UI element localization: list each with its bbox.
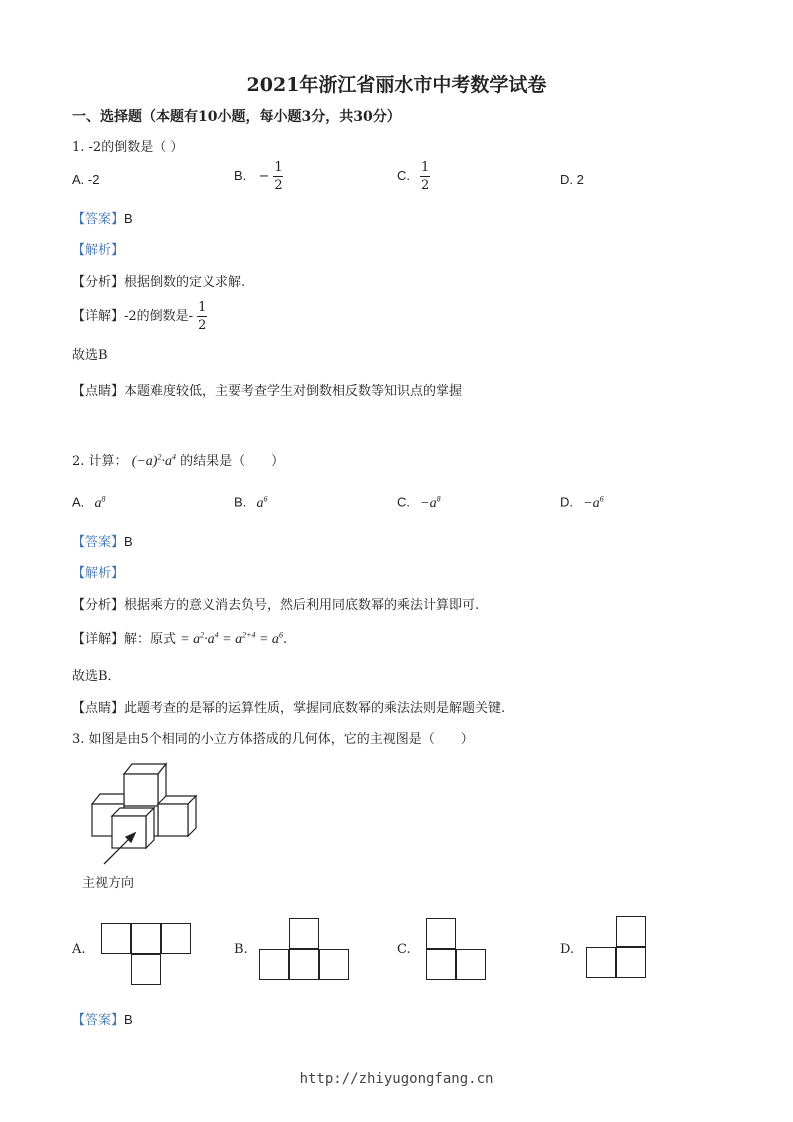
q2-option-a-value: $a^8$ [94, 494, 106, 511]
q1-fenxi-text: 根据倒数的定义求解. [124, 275, 246, 290]
comment-label: 【点睛】 [72, 383, 125, 398]
square [289, 918, 319, 949]
q1-comment [72, 380, 462, 399]
q1-option-b-label: B. [234, 168, 247, 183]
fraction-denominator: 2 [274, 178, 283, 193]
q2-comment [72, 697, 505, 716]
q2-stem [72, 450, 284, 470]
square [289, 949, 319, 980]
q2-answer [72, 531, 133, 550]
q2-option-b [234, 494, 267, 512]
q2-option-b-label: B. [234, 494, 247, 510]
q2-expression: $(-a)^2\cdot a^4$ [131, 452, 176, 469]
answer-label: 【答案】 [72, 535, 125, 550]
square [319, 949, 349, 980]
square [616, 947, 646, 978]
q2-stem-suffix: 的结果是（ ） [180, 454, 285, 469]
q1-option-a-label: A. [72, 172, 85, 187]
section-heading: 一、选择题（本题有10小题，每小题3分，共30分） [72, 109, 401, 125]
page-title: 2021年浙江省丽水市中考数学试卷 [246, 74, 547, 96]
q1-fenxi [72, 271, 245, 290]
q2-analysis-label: 【解析】 [72, 566, 125, 581]
answer-label: 【答案】 [72, 212, 125, 227]
q1-option-b-fraction [273, 160, 283, 193]
q3-option-b-label: B. [234, 942, 248, 957]
q1-option-d [560, 172, 584, 187]
q1-option-c-label: C. [397, 168, 410, 183]
q2-answer-value: B [124, 534, 133, 549]
square [259, 949, 289, 980]
q1-option-a-value: -2 [87, 172, 100, 187]
q1-option-b-sign: − [258, 169, 270, 184]
square [456, 949, 486, 980]
q3-answer [72, 1009, 133, 1028]
detail-label: 【详解】 [72, 632, 125, 647]
q1-option-c-fraction [420, 160, 430, 193]
answer-label: 【答案】 [72, 1013, 125, 1028]
q2-option-d-label: D. [560, 494, 573, 510]
fraction-numerator: 1 [421, 160, 430, 175]
square [426, 918, 456, 949]
footer-url[interactable]: http://zhiyugongfang.cn [299, 1071, 494, 1087]
q1-answer-value: B [124, 211, 133, 226]
q2-option-b-value: $a^6$ [256, 494, 268, 511]
cube-figure [80, 760, 210, 890]
q2-option-c-value: $-a^8$ [420, 494, 441, 511]
q2-detail-text: 解：原式 [124, 632, 177, 647]
q3-answer-value: B [124, 1012, 133, 1027]
q2-comment-text: 此题考查的是幂的运算性质，掌握同底数幂的乘法法则是解题关键. [124, 701, 506, 716]
q2-fenxi [72, 594, 479, 613]
q2-detail-expression: = $a^2\cdot a^4 = a^{2+4} = a^6$ [180, 630, 283, 647]
q1-option-b [234, 160, 283, 193]
fenxi-label: 【分析】 [72, 598, 125, 613]
q1-option-a [72, 172, 99, 187]
square [586, 947, 616, 978]
q1-analysis-label: 【解析】 [72, 243, 125, 258]
q2-option-d [560, 494, 604, 512]
square [101, 923, 131, 954]
q2-option-c-label: C. [397, 494, 410, 510]
q2-conclusion: 故选B． [72, 669, 121, 684]
square [131, 954, 161, 985]
q1-option-c [397, 160, 430, 193]
fenxi-label: 【分析】 [72, 275, 125, 290]
q1-option-d-label: D. [560, 172, 573, 187]
q1-stem: 1. -2的倒数是（ ） [72, 140, 184, 155]
square [161, 923, 191, 954]
q2-fenxi-text: 根据乘方的意义消去负号，然后利用同底数幂的乘法计算即可. [124, 598, 480, 613]
square [426, 949, 456, 980]
view-direction-label: 主视方向 [82, 875, 135, 890]
q2-option-a-label: A. [72, 494, 85, 510]
q3-option-a-label: A. [72, 942, 86, 957]
fraction-numerator: 1 [274, 160, 283, 175]
square [131, 923, 161, 954]
q1-comment-text: 本题难度较低，主要考查学生对倒数相反数等知识点的掌握 [124, 383, 463, 398]
fraction-denominator: 2 [421, 178, 430, 193]
q2-detail: 【详解】解：原式 = $a^2\cdot a^4 = a^{2+4} = a^6$. [72, 630, 288, 647]
q3-stem: 3. 如图是由5个相同的小立方体搭成的几何体，它的主视图是（ ） [72, 732, 474, 747]
q1-option-d-value: 2 [576, 172, 584, 187]
q1-detail-fraction [197, 300, 207, 333]
fraction-denominator: 2 [198, 318, 207, 333]
q2-option-d-value: $-a^6$ [583, 494, 604, 511]
q1-conclusion: 故选B [72, 348, 108, 363]
comment-label: 【点睛】 [72, 701, 125, 716]
q1-detail [72, 300, 207, 333]
q2-option-c [397, 494, 441, 512]
q2-stem-prefix: 2. 计算： [72, 454, 128, 469]
q2-option-a [72, 494, 105, 512]
fraction-numerator: 1 [198, 300, 207, 315]
q1-answer [72, 208, 133, 227]
detail-label: 【详解】 [72, 309, 125, 324]
q3-option-d-label: D. [560, 942, 575, 957]
square [616, 916, 646, 947]
q1-detail-text: -2的倒数是- [124, 309, 194, 324]
q3-option-c-label: C. [397, 942, 411, 957]
